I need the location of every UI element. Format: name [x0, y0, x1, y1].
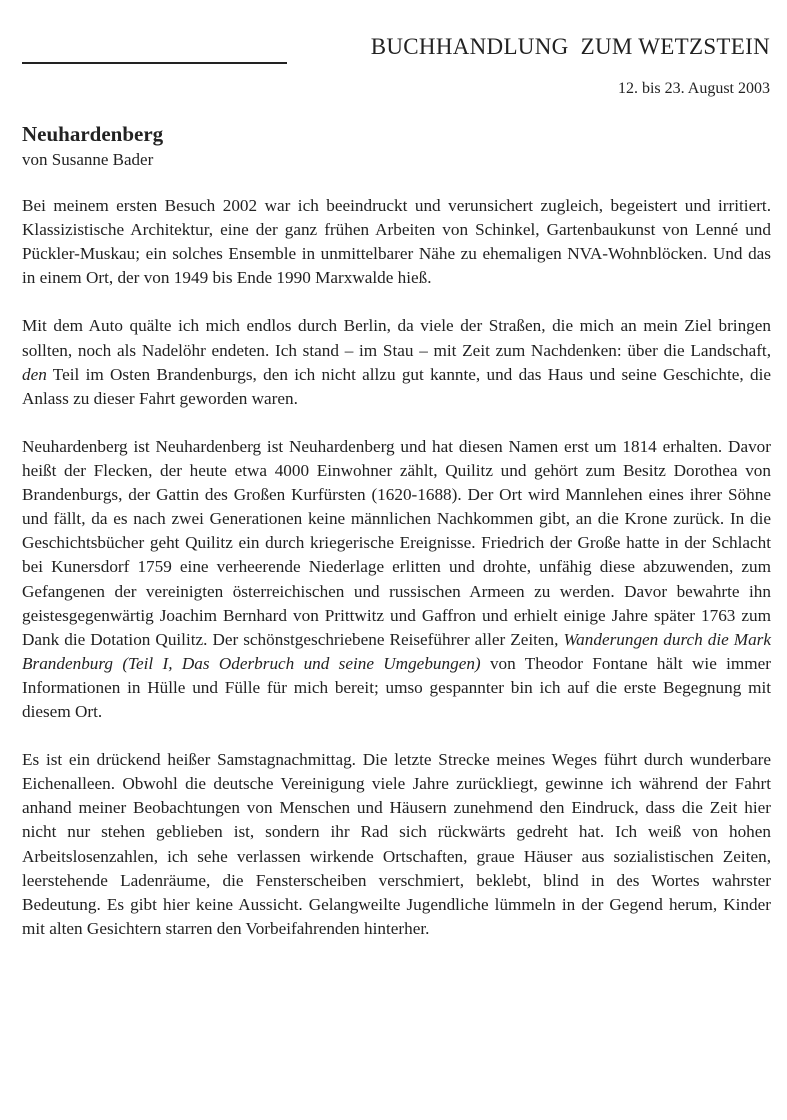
- paragraph-3-text-b: von Theodor Fontane hält wie immer Informationen in Hülle und Fülle für mich bereit; umso gespannter bin ich auf die erste Begegnung mit diesem Ort.: [22, 653, 771, 721]
- paragraph-3: [22, 435, 771, 724]
- event-date: 12. bis 23. August 2003: [617, 80, 770, 97]
- page-header: [22, 32, 770, 66]
- article-author: von Susanne Bader: [22, 150, 154, 169]
- paragraph-4: Es ist ein drückend heißer Samstagnachmittag. Die letzte Strecke meines Weges führt durch wunderbare Eichenalleen. Obwohl die deutsche Vereinigung viele Jahre zurückliegt, gewinne ich während der Fahrt anhand meiner Beobachtungen von Menschen und Häusern zunehmend den Eindruck, dass die Zeit hier nicht nur stehen geblieben ist, sondern ihr Rad sich rückwärts gedreht hat. Ich weiß von hohen Arbeitslosenzahlen, ich sehe verlassen wirkende Ortschaften, graue Häuser aus sozialistischen Zeiten, leerstehende Ladenräume, die Fensterscheiben verschmiert, beklebt, blind in des Wortes wahrster Bedeutung. Es gibt hier keine Aussicht. Gelangweilte Jugendliche lümmeln in der Gegend herum, Kinder mit alten Gesichtern starren den Vorbeifahrenden hinterher.: [22, 750, 771, 938]
- paragraph-2-emphasis: den: [22, 364, 47, 384]
- paragraph-2-text-b: Teil im Osten Brandenburgs, den ich nicht allzu gut kannte, und das Haus und seine Geschichte, die Anlass zu dieser Fahrt geworden waren.: [22, 364, 771, 408]
- book-title-emphasis: Wanderungen durch die Mark Brandenburg (Teil I, Das Oderbruch und seine Umgebungen): [22, 629, 771, 673]
- paragraph-2: [22, 314, 771, 410]
- paragraph-3-text-a: Neuhardenberg ist Neuhardenberg ist Neuhardenberg und hat diesen Namen erst um 1814 erhalten. Davor heißt der Flecken, der heute etwa 4000 Einwohner zählt, Quilitz und gehört zum Besitz Dorothea von Brandenburgs, der Gattin des Großen Kurfürsten (1620-1688). Der Ort wird Mannlehen eines ihrer Söhne und fällt, da es nach zwei Generationen keine männlichen Nachkommen gibt, an die Krone zurück. In die Geschichtsbücher geht Quilitz ein durch kriegerische Ereignisse. Friedrich der Große hatte in der Schlacht bei Kunersdorf 1759 eine verheerende Niederlage erlitten und drohte, unfähig diese abzuwenden, zum Gefangenen der vereinigten österreichischen und russischen Armeen zu werden. Davor bewahrte ihn geistesgegenwärtig Joachim Bernhard von Prittwitz und Gaffron und erhielt einige Jahre später 1763 zum Dank die Dotation Quilitz. Der schönstgeschriebene Reiseführer aller Zeiten,: [22, 436, 771, 649]
- article-title: Neuhardenberg: [22, 122, 164, 146]
- header-rule: [22, 62, 287, 64]
- paragraph-2-text-a: Mit dem Auto quälte ich mich endlos durch Berlin, da viele der Straßen, die mich an mein Ziel bringen sollten, noch als Nadelöhr endeten. Ich stand – im Stau – mit Zeit zum Nachdenken: über die Landschaft,: [22, 316, 771, 360]
- paragraph-1: Bei meinem ersten Besuch 2002 war ich beeindruckt und verunsichert zugleich, begeistert und irritiert. Klassizistische Architektur, eine der ganz frühen Arbeiten von Schinkel, Gartenbaukunst von Lenné und Pückler-Muskau; ein solches Ensemble in unmittelbarer Nähe zu ehemaligen NVA-Wohnblöcken. Und das in einem Ort, der von 1949 bis Ende 1990 Marxwalde hieß.: [22, 196, 771, 288]
- article-body: [22, 194, 771, 965]
- bookstore-name: BUCHHANDLUNG ZUM WETZSTEIN: [370, 34, 770, 59]
